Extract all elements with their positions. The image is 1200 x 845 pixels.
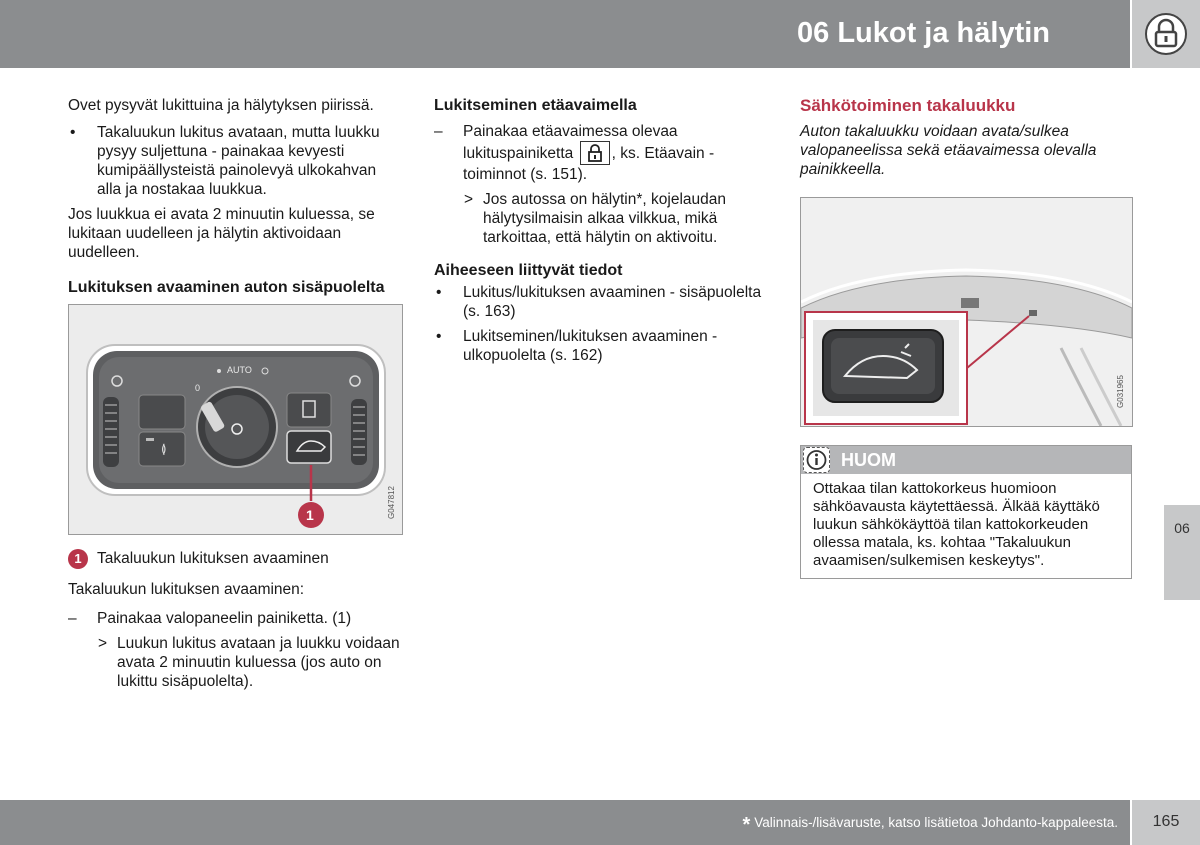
light-panel-illustration — [69, 305, 402, 534]
section-title: Sähkötoiminen takaluukku — [800, 96, 1016, 115]
padlock-icon — [1144, 12, 1188, 56]
bullet-mark: • — [436, 284, 442, 301]
dash-mark: – — [68, 610, 77, 627]
callout-legend — [68, 549, 403, 568]
dash-step — [68, 609, 403, 628]
section-heading: Lukituksen avaaminen auton sisäpuolelta — [68, 279, 385, 296]
chapter-title: 06 Lukot ja hälytin — [797, 17, 1050, 49]
footnote-asterisk: * — [742, 814, 751, 836]
page-number-box — [1132, 800, 1200, 845]
note-box — [800, 445, 1132, 579]
dial-zero-label: 0 — [195, 383, 201, 393]
procedure-intro: Takaluukun lukituksen avaaminen: — [68, 581, 305, 598]
bullet-item — [68, 123, 403, 199]
figure-code: G031965 — [1116, 375, 1125, 408]
note-title: HUOM — [841, 450, 896, 470]
sub-step-text: Luukun lukitus avataan ja luukku voidaan avata 2 minuutin kuluessa (jos auto on lukittu sisäpuolelta). — [117, 635, 400, 690]
svg-text:≬: ≬ — [161, 442, 167, 456]
note-text: Ottakaa tilan kattokorkeus huomioon sähköavausta käytettäessä. Älkää käyttäkö luukun sähkökäyttöä tilan kattokorkeuden ollessa matala, ks. kohtaa "Takaluukun avaamisen/sulkemisen keskeytys". — [813, 480, 1100, 569]
callout-number: 1 — [68, 549, 88, 569]
sub-step — [434, 190, 769, 247]
dash-step-text: Painakaa valopaneelin painiketta. (1) — [97, 610, 352, 627]
column-right — [800, 96, 1132, 579]
tailgate-illustration — [801, 198, 1132, 426]
figure-code: G047812 — [387, 486, 396, 519]
sub-step-text: Jos autossa on hälytin*, kojelaudan hälytysilmaisin alkaa vilkkua, mikä tarkoittaa, että hälytin on aktivoitu. — [483, 191, 726, 246]
related-link-item[interactable] — [434, 327, 769, 365]
bullet-mark: • — [70, 124, 76, 141]
chapter-icon-box — [1132, 0, 1200, 68]
footnote — [742, 813, 1118, 835]
info-icon — [803, 447, 830, 473]
column-left — [68, 96, 403, 697]
sub-mark: > — [464, 191, 474, 208]
page-number: 165 — [1152, 813, 1180, 830]
related-link[interactable]: Lukitus/lukituksen avaaminen - sisäpuolelta (s. 163) — [463, 284, 762, 320]
chapter-header — [0, 0, 1130, 68]
footnote-text: Valinnais-/lisävaruste, katso lisätietoa Johdanto-kappaleesta. — [754, 815, 1118, 830]
figure-callout-number: 1 — [306, 507, 314, 523]
dash-step-text-part2: , ks. Etäavain - toiminnot (s. 151). — [463, 145, 715, 183]
section-heading-related: Aiheeseen liittyvät tiedot — [434, 262, 623, 279]
intro-text: Ovet pysyvät lukittuina ja hälytyksen piirissä. — [68, 97, 374, 114]
callout-text: Takaluukun lukituksen avaaminen — [97, 550, 329, 567]
page-footer — [0, 800, 1130, 845]
dial-auto-label: AUTO — [227, 365, 252, 375]
dash-step — [434, 122, 769, 184]
related-link-item[interactable] — [434, 283, 769, 321]
sub-step — [68, 634, 403, 691]
dash-step-text-part1: Painakaa etäavaimessa olevaa lukituspainiketta — [463, 123, 678, 162]
tailgate-figure — [800, 197, 1133, 427]
relock-text: Jos luukkua ei avata 2 minuutin kuluessa, se lukitaan uudelleen ja hälytin aktivoidaan uudelleen. — [68, 206, 375, 261]
chapter-side-tab[interactable] — [1164, 505, 1200, 600]
related-link[interactable]: Lukitseminen/lukituksen avaaminen - ulkopuolelta (s. 162) — [463, 328, 718, 364]
lock-button-icon — [580, 141, 610, 165]
light-panel-figure — [68, 304, 403, 535]
column-middle — [434, 96, 769, 371]
sub-mark: > — [98, 635, 108, 652]
section-heading-remote: Lukitseminen etäavaimella — [434, 97, 637, 114]
bullet-mark: • — [436, 328, 442, 345]
bullet-text: Takaluukun lukitus avataan, mutta luukku pysyy suljettuna - painakaa kevyesti kumipäällysteistä painolevyä ulkokahvan alla ja nostakaa luukkua. — [97, 124, 380, 198]
section-intro: Auton takaluukku voidaan avata/sulkea valopaneelissa sekä etäavaimessa olevalla painikkeella. — [800, 123, 1097, 178]
note-header — [801, 446, 1131, 474]
dash-mark: – — [434, 123, 443, 140]
chapter-side-tab-label: 06 — [1174, 520, 1190, 536]
